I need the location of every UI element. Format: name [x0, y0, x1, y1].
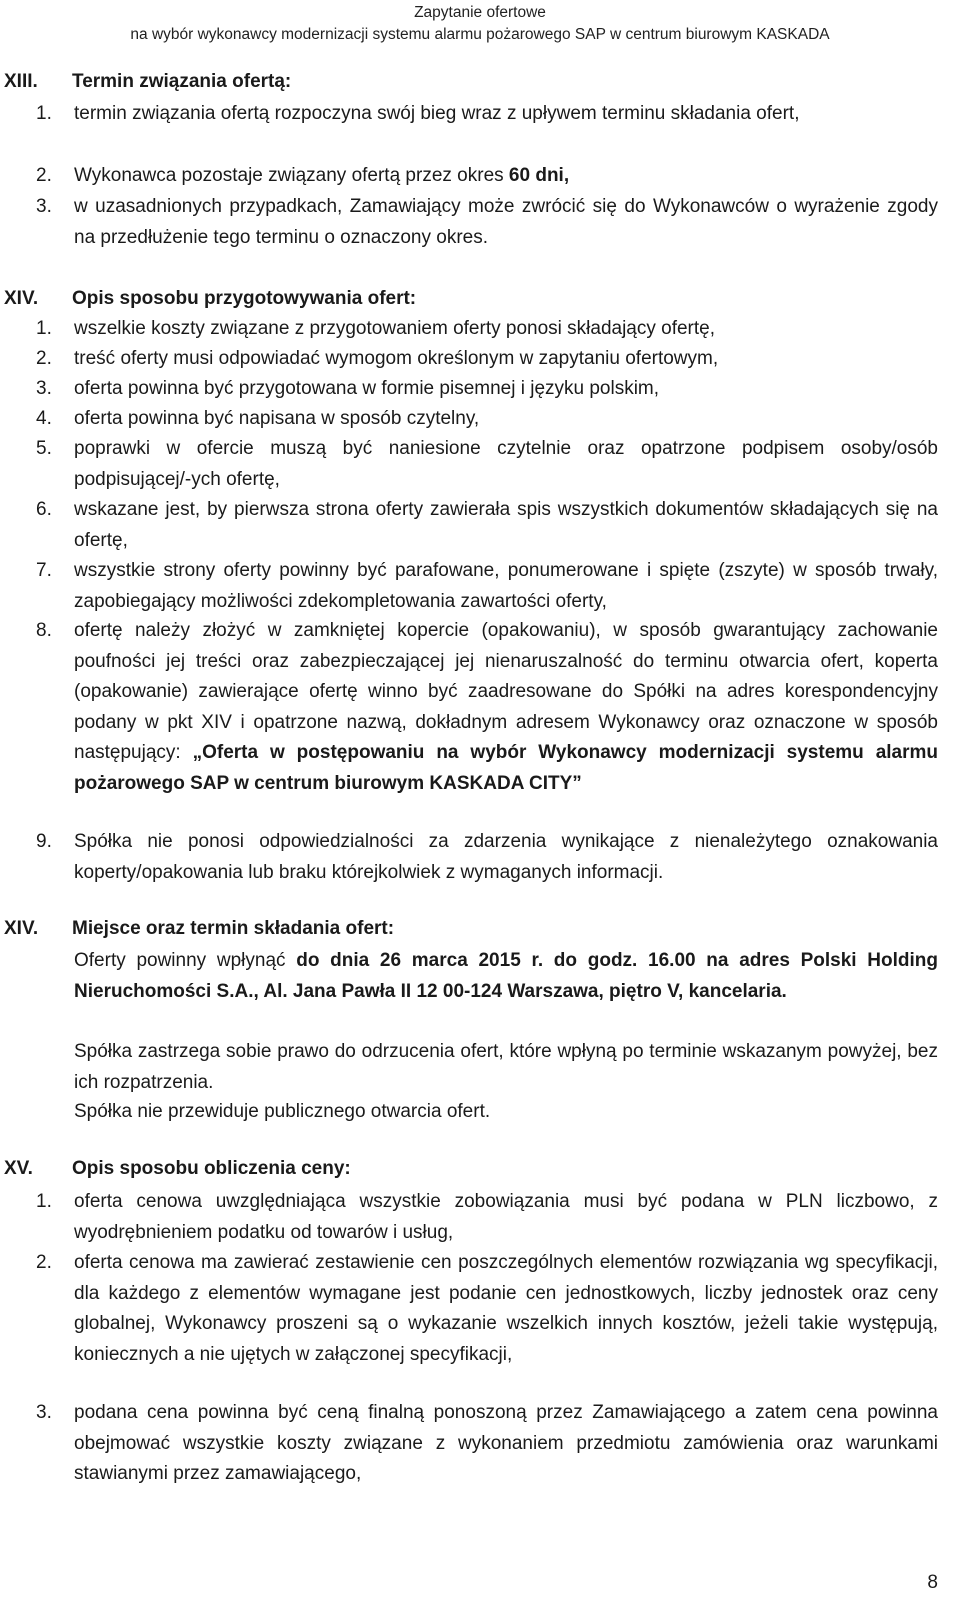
- list-item: [36, 404, 938, 435]
- header-subtitle: na wybór wykonawcy modernizacji systemu alarmu pożarowego SAP w centrum biurowym KASKADA: [130, 26, 830, 43]
- item-number: 1.: [36, 1191, 52, 1212]
- item-number: 3.: [36, 196, 52, 217]
- list-item: [36, 616, 938, 799]
- list-item: [36, 344, 938, 375]
- section-number: XIV.: [4, 288, 39, 309]
- list-item: [36, 1187, 938, 1248]
- item-number: 8.: [36, 620, 52, 641]
- item-number: 6.: [36, 499, 52, 520]
- list-item: [36, 161, 938, 192]
- item-number: 4.: [36, 408, 52, 429]
- list-item: [36, 434, 938, 495]
- paragraph-text-plain: Oferty powinny wpłynąć: [74, 950, 297, 971]
- item-number: 5.: [36, 438, 52, 459]
- header-title: Zapytanie ofertowe: [414, 4, 546, 21]
- item-number: 2.: [36, 1252, 52, 1273]
- item-text: oferta cenowa ma zawierać zestawienie cen poszczególnych elementów rozwiązania wg specyfikacji, dla każdego z elementów wymagane jest podanie cen jednostkowych, liczby jednostek oraz ceny globalnej, Wykonawcy proszeni są o wykazanie wszelkich innych kosztów, jeżeli takie występują, koniecznych a nie ujętych w załączonej specyfikacji,: [74, 1252, 938, 1365]
- list-item: [36, 495, 938, 556]
- item-text: oferta powinna być przygotowana w formie pisemnej i języku polskim,: [74, 378, 660, 399]
- list-item: [36, 314, 938, 345]
- list-item: [36, 99, 938, 130]
- list-item: [36, 827, 938, 888]
- paragraph-text-bold: do dnia 26 marca 2015 r. do godz. 16.00 na adres Polski Holding Nieruchomości S.A., Al. Jana Pawła II 12 00-124 Warszawa, piętro V, kancelaria.: [74, 950, 939, 1002]
- item-text: Spółka nie ponosi odpowiedzialności za zdarzenia wynikające z nienależytego oznakowania koperty/opakowania lub braku którejkolwiek z wymaganych informacji.: [74, 831, 938, 883]
- section-title: Opis sposobu przygotowywania ofert:: [72, 288, 417, 309]
- item-number: 2.: [36, 348, 52, 369]
- section-number: XV.: [4, 1158, 33, 1179]
- item-text-plain: ofertę należy złożyć w zamkniętej kopercie (opakowaniu), w sposób gwarantujący zachowanie poufności jej treści oraz zabezpieczającej jej nienaruszalność do terminu otwarcia ofert, koperta (opakowanie) zawierające ofertę winno być zaadresowane do Spółki na adres korespondencyjny podany w pkt XIV i opatrzone nazwą, dokładnym adresem Wykonawcy oraz oznaczone w sposób następujący:: [74, 620, 938, 763]
- item-text: podana cena powinna być ceną finalną ponoszoną przez Zamawiającego a zatem cena powinna obejmować wszystkie koszty związane z wykonaniem przedmiotu zamówienia oraz warunkami stawianymi przez zamawiającego,: [74, 1402, 938, 1484]
- item-number: 7.: [36, 560, 52, 581]
- paragraph: [74, 946, 938, 1007]
- item-number: 1.: [36, 103, 52, 124]
- item-text: termin związania ofertą rozpoczyna swój bieg wraz z upływem terminu składania ofert,: [74, 103, 800, 124]
- item-text: [74, 616, 938, 799]
- item-text: wszelkie koszty związane z przygotowaniem oferty ponosi składający ofertę,: [74, 318, 716, 339]
- list-item: [36, 556, 938, 617]
- item-text-plain: Wykonawca pozostaje związany ofertą przez okres: [74, 165, 509, 186]
- item-number: 3.: [36, 1402, 52, 1423]
- section-title: Opis sposobu obliczenia ceny:: [72, 1158, 351, 1179]
- item-text: wskazane jest, by pierwsza strona oferty zawierała spis wszystkich dokumentów składających się na ofertę,: [74, 499, 938, 551]
- item-text: treść oferty musi odpowiadać wymogom określonym w zapytaniu ofertowym,: [74, 348, 719, 369]
- section-title: Termin związania ofertą:: [72, 71, 292, 92]
- page-number: 8: [927, 1572, 938, 1593]
- list-item: [36, 1248, 938, 1370]
- item-number: 2.: [36, 165, 52, 186]
- item-number: 9.: [36, 831, 52, 852]
- item-number: 1.: [36, 318, 52, 339]
- item-text: poprawki w ofercie muszą być naniesione czytelnie oraz opatrzone podpisem osoby/osób podpisującej/-ych ofertę,: [74, 438, 938, 490]
- item-text: oferta powinna być napisana w sposób czytelny,: [74, 408, 480, 429]
- list-item: [36, 1398, 938, 1490]
- item-text: w uzasadnionych przypadkach, Zamawiający może zwrócić się do Wykonawców o wyrażenie zgody na przedłużenie tego terminu o oznaczony okres.: [74, 196, 938, 248]
- item-text: [74, 161, 938, 192]
- item-number: 3.: [36, 378, 52, 399]
- item-text: oferta cenowa uwzględniająca wszystkie zobowiązania musi być podana w PLN liczbowo, z wyodrębnieniem podatku od towarów i usług,: [74, 1191, 938, 1243]
- section-number: XIV.: [4, 918, 39, 939]
- paragraph: Spółka zastrzega sobie prawo do odrzucenia ofert, które wpłyną po terminie wskazanym powyżej, bez ich rozpatrzenia.: [74, 1041, 938, 1093]
- list-item: [36, 374, 938, 405]
- section-number: XIII.: [4, 71, 38, 92]
- item-text: wszystkie strony oferty powinny być parafowane, ponumerowane i spięte (zszyte) w sposób trwały, zapobiegający możliwości zdekompletowania zawartości oferty,: [74, 560, 938, 612]
- list-item: [36, 192, 938, 253]
- item-text-bold: „Oferta w postępowaniu na wybór Wykonawcy modernizacji systemu alarmu pożarowego SAP w centrum biurowym KASKADA CITY”: [74, 742, 938, 794]
- section-title: Miejsce oraz termin składania ofert:: [72, 918, 395, 939]
- paragraph: Spółka nie przewiduje publicznego otwarcia ofert.: [74, 1101, 491, 1122]
- item-text-bold: 60 dni,: [508, 165, 570, 186]
- page-header: [0, 2, 960, 46]
